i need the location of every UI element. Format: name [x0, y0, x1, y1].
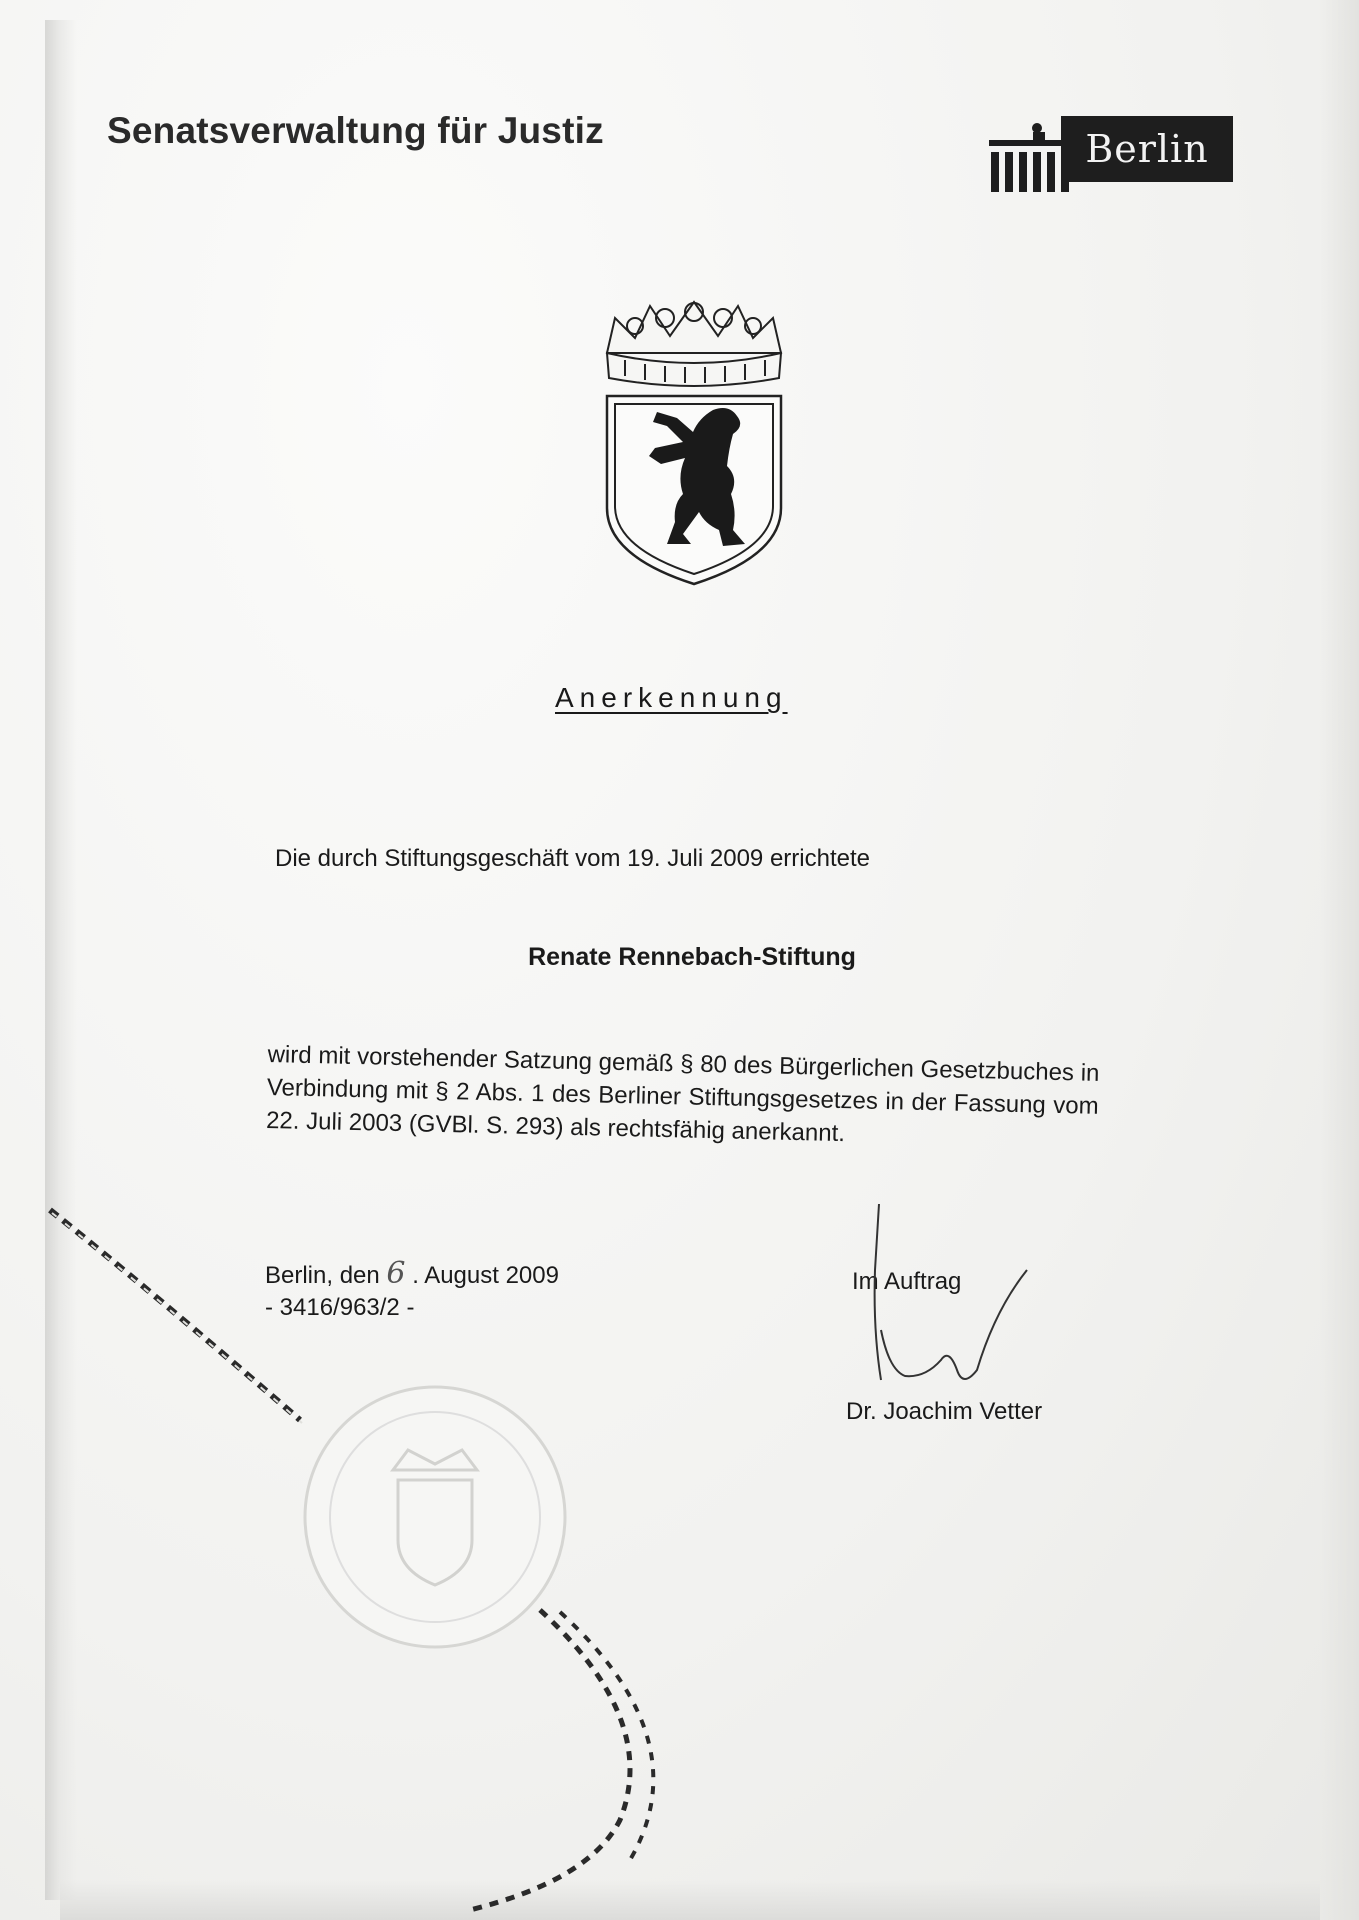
reference-number: - 3416/963/2 -: [265, 1294, 415, 1321]
handwritten-day: 6: [386, 1256, 406, 1291]
date-line: [265, 1258, 559, 1292]
berlin-bear-coat-of-arms-icon: [595, 298, 793, 588]
foundation-name: Renate Rennebach-Stiftung: [528, 943, 856, 971]
recognition-body-text: wird mit vorstehender Satzung gemäß § 80 des Bürgerlichen Gesetzbuches in Verbindung mit § 2 Abs. 1 des Berliner Stiftungsgesetzes in der Fassung vom 22. Juli 2003 (GVBl. S. 293) als rechtsfähig anerkannt.: [265, 1040, 1100, 1148]
logo-wordmark: Berlin: [1061, 116, 1233, 182]
document-title: Anerkennung: [555, 682, 788, 713]
date-suffix: . August 2009: [412, 1262, 559, 1289]
on-behalf-label: Im Auftrag: [852, 1268, 962, 1295]
department-name: Senatsverwaltung für Justiz: [107, 110, 604, 151]
handwritten-signature: [845, 1200, 1045, 1400]
signer-name: Dr. Joachim Vetter: [846, 1398, 1043, 1425]
embossed-seal-icon: [298, 1380, 573, 1655]
date-block: [265, 1258, 559, 1324]
berlin-logo: [985, 112, 1250, 202]
place-prefix: Berlin, den: [265, 1262, 380, 1289]
intro-text: Die durch Stiftungsgeschäft vom 19. Juli 2009 errichtete: [275, 845, 870, 872]
page-edge-shadow-bottom: [60, 1880, 1320, 1920]
